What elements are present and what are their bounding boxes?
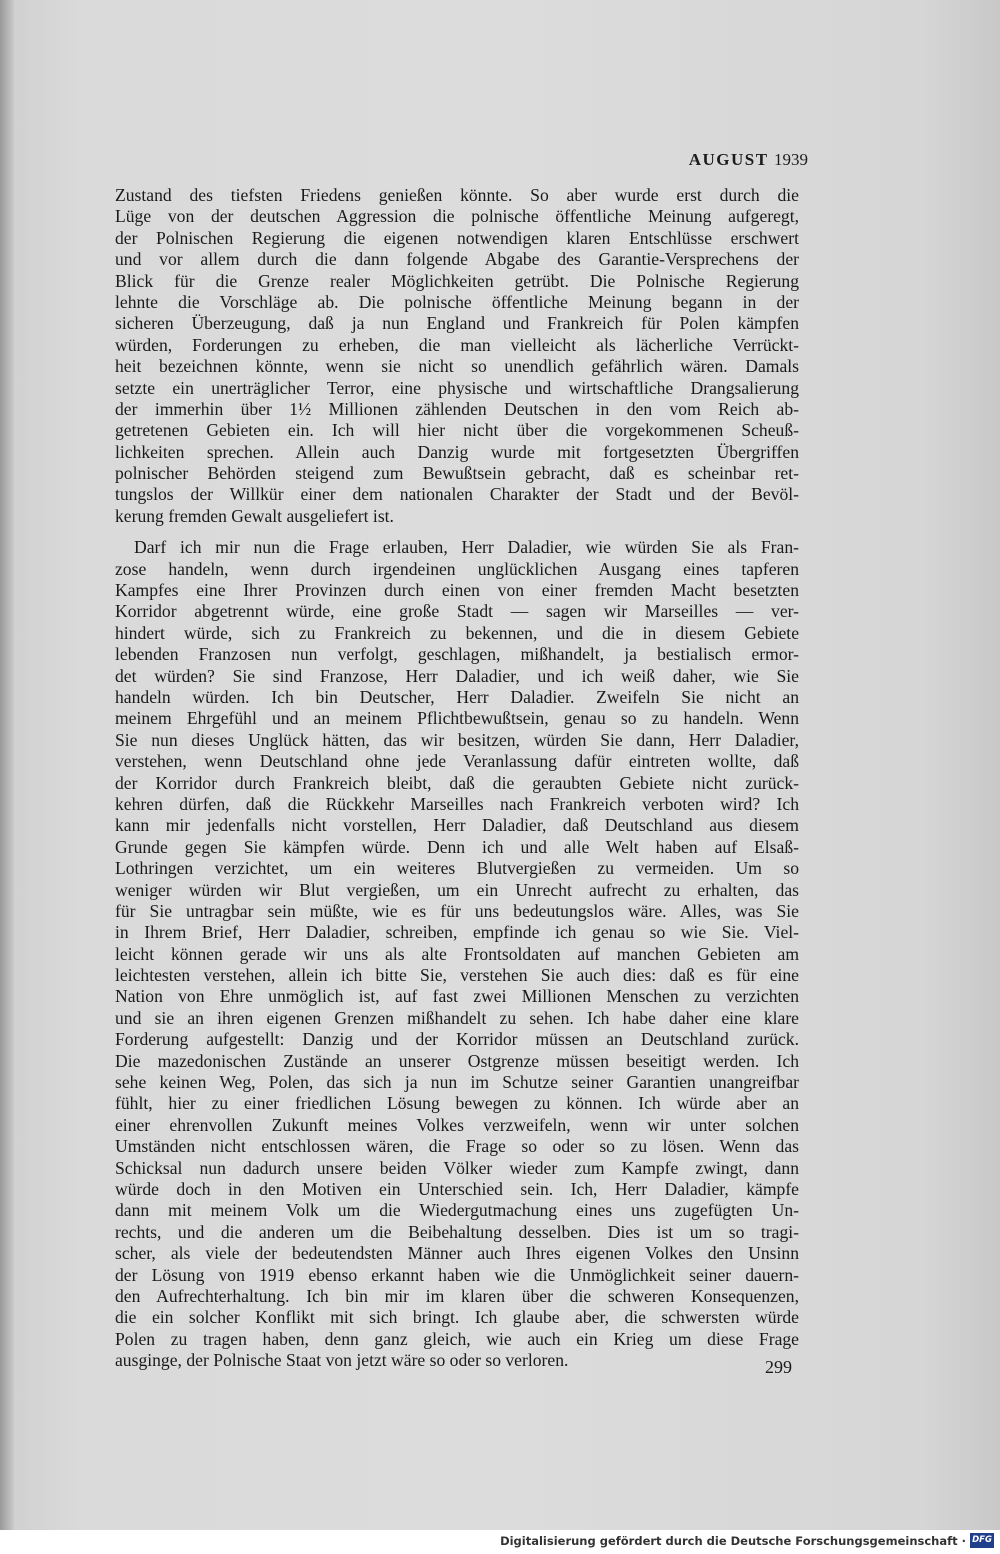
text-line: dann mit meinem Volk um die Wiedergutmachung eines uns zugefügten Un- bbox=[115, 1200, 799, 1221]
running-header bbox=[689, 150, 808, 170]
paragraph-gap bbox=[115, 527, 799, 537]
text-line: polnischer Behörden steigend zum Bewußtsein gebracht, daß es scheinbar ret- bbox=[115, 463, 799, 484]
text-line: würde doch in den Motiven ein Unterschied sein. Ich, Herr Daladier, kämpfe bbox=[115, 1178, 799, 1199]
text-line: Lothringen verzichtet, um ein weiteres Blutvergießen zu vermeiden. Um so bbox=[115, 858, 799, 879]
text-line: verstehen, wenn Deutschland ohne jede Veranlassung dafür eintreten wollte, daß bbox=[115, 751, 799, 772]
funding-credit: Digitalisierung gefördert durch die Deutsche Forschungsgemeinschaft · bbox=[500, 1534, 966, 1548]
text-line: Forderung aufgestellt: Danzig und der Korridor müssen an Deutschland zurück. bbox=[115, 1029, 799, 1050]
text-line: kehren dürfen, daß die Rückkehr Marseilles nach Frankreich verboten wird? Ich bbox=[115, 793, 799, 814]
text-line: Darf ich mir nun die Frage erlauben, Herr Daladier, wie würden Sie als Fran- bbox=[134, 537, 799, 558]
text-line: lebenden Franzosen nun verfolgt, geschlagen, mißhandelt, ja bestialisch ermor- bbox=[115, 644, 799, 665]
book-gutter-shadow bbox=[0, 0, 14, 1554]
text-line: Korridor abgetrennt würde, eine große Stadt — sagen wir Marseilles — ver- bbox=[115, 601, 799, 622]
text-line: rechts, und die anderen um die Beibehaltung desselben. Dies ist um so tragi- bbox=[115, 1221, 799, 1242]
text-line: leichtesten verstehen, allein ich bitte Sie, verstehen Sie auch dies: daß es für eine bbox=[115, 965, 799, 986]
dfg-logo: DFG bbox=[970, 1533, 994, 1548]
text-line: lehnte die Vorschläge ab. Die polnische öffentliche Meinung begann in der bbox=[115, 291, 799, 312]
text-line: der Korridor durch Frankreich bleibt, daß die geraubten Gebiete nicht zurück- bbox=[115, 772, 799, 793]
text-line: und vor allem durch die dann folgende Abgabe des Garantie-Versprechens der bbox=[115, 249, 799, 270]
text-line: meinem Ehrgefühl und an meinem Pflichtbewußtsein, genau so zu handeln. Wenn bbox=[115, 708, 799, 729]
text-line: kann mir jedenfalls nicht vorstellen, Herr Daladier, daß Deutschland aus diesem bbox=[115, 815, 799, 836]
text-line: den Aufrechterhaltung. Ich bin mir im klaren über die schweren Konsequenzen, bbox=[115, 1285, 799, 1306]
text-line: Kampfes eine Ihrer Provinzen durch einen von einer fremden Macht besetzten bbox=[115, 580, 799, 601]
running-year: 1939 bbox=[774, 150, 808, 169]
text-line: setzte ein unerträglicher Terror, eine physische und wirtschaftliche Drangsalierung bbox=[115, 377, 799, 398]
text-line: weniger würden wir Blut vergießen, um ein Unrecht aufrecht zu erhalten, das bbox=[115, 879, 799, 900]
text-line: ausginge, der Polnische Staat von jetzt wäre so oder so verloren. bbox=[115, 1350, 569, 1371]
paragraph bbox=[115, 537, 799, 1371]
digitization-footer bbox=[0, 1530, 1000, 1554]
text-line: Die mazedonischen Zustände an unserer Ostgrenze müssen beseitigt werden. Ich bbox=[115, 1050, 799, 1071]
text-line: der Lösung von 1919 ebenso erkannt haben wie die Unmöglichkeit seiner dauern- bbox=[115, 1264, 799, 1285]
text-line: tungslos der Willkür einer dem nationalen Charakter der Stadt und der Bevöl- bbox=[115, 484, 799, 505]
text-line: der Polnischen Regierung die eigenen notwendigen klaren Entschlüsse erschwert bbox=[115, 227, 799, 248]
text-line: die ein solcher Konflikt mit sich bringt. Ich glaube aber, die schwersten würde bbox=[115, 1307, 799, 1328]
text-line: det würden? Sie sind Franzose, Herr Daladier, und ich weiß daher, wie Sie bbox=[115, 665, 799, 686]
text-line: sehe keinen Weg, Polen, das sich ja nun im Schutze seiner Garantien unangreifbar bbox=[115, 1072, 799, 1093]
text-line: der immerhin über 1½ Millionen zählenden Deutschen in den vom Reich ab- bbox=[115, 398, 799, 419]
text-line: in Ihrem Brief, Herr Daladier, schreiben, empfinde ich genau so wie Sie. Viel- bbox=[115, 922, 799, 943]
text-line: sicheren Überzeugung, daß ja nun England und Frankreich für Polen kämpfen bbox=[115, 313, 799, 334]
text-line: Grunde gegen Sie kämpfen würde. Denn ich und alle Welt haben auf Elsaß- bbox=[115, 836, 799, 857]
text-line: einer ehrenvollen Zukunft meines Volkes verzweifeln, wenn wir unter solchen bbox=[115, 1114, 799, 1135]
text-line: heit bezeichnen könnte, wenn sie nicht so unendlich gefährlich wären. Damals bbox=[115, 356, 799, 377]
text-line: Sie nun dieses Unglück hätten, das wir besitzen, würden Sie dann, Herr Daladier, bbox=[115, 729, 799, 750]
text-line: würden, Forderungen zu erheben, die man vielleicht als lächerliche Verrückt- bbox=[115, 334, 799, 355]
text-line: Zustand des tiefsten Friedens genießen könnte. So aber wurde erst durch die bbox=[115, 185, 799, 205]
text-line: handeln würden. Ich bin Deutscher, Herr Daladier. Zweifeln Sie nicht an bbox=[115, 686, 799, 707]
paragraph bbox=[115, 185, 799, 527]
text-line: leicht können gerade wir uns als alte Frontsoldaten auf manchen Gebieten am bbox=[115, 943, 799, 964]
text-line: Polen zu tragen haben, denn ganz gleich, wie auch ein Krieg um diese Frage bbox=[115, 1328, 799, 1349]
running-title: AUGUST bbox=[688, 150, 769, 169]
text-line: Umständen nicht entschlossen wären, die Frage so oder so zu lösen. Wenn das bbox=[115, 1136, 799, 1157]
text-line: getretenen Gebieten ein. Ich will hier nicht über die vorgekommenen Scheuß- bbox=[115, 420, 799, 441]
text-line: Lüge von der deutschen Aggression die polnische öffentliche Meinung aufgeregt, bbox=[115, 206, 799, 227]
text-line: und sie an ihren eigenen Grenzen mißhandelt zu sehen. Ich habe daher eine klare bbox=[115, 1007, 799, 1028]
text-line: kerung fremden Gewalt ausgeliefert ist. bbox=[115, 505, 394, 526]
text-line: Blick für die Grenze realer Möglichkeiten getrübt. Die Polnische Regierung bbox=[115, 270, 799, 291]
text-line: scher, als viele der bedeutendsten Männer auch Ihres eigenen Volkes den Unsinn bbox=[115, 1243, 799, 1264]
text-line: Nation von Ehre unmöglich ist, auf fast zwei Millionen Menschen zu verzichten bbox=[115, 986, 799, 1007]
text-line: für Sie untragbar sein müßte, wie es für uns bedeutungslos wäre. Alles, was Sie bbox=[115, 900, 799, 921]
text-line: fühlt, hier zu einer friedlichen Lösung bewegen zu können. Ich würde aber an bbox=[115, 1093, 799, 1114]
text-line: hindert würde, sich zu Frankreich zu bekennen, und die in diesem Gebiete bbox=[115, 622, 799, 643]
page-number: 299 bbox=[765, 1357, 792, 1377]
text-line: lichkeiten sprechen. Allein auch Danzig wurde mit fortgesetzten Übergriffen bbox=[115, 441, 799, 462]
text-line: zose handeln, wenn durch irgendeinen unglücklichen Ausgang eines tapferen bbox=[115, 558, 799, 579]
text-line: Schicksal nun dadurch unsere beiden Völker wieder zum Kampfe zwingt, dann bbox=[115, 1157, 799, 1178]
body-text bbox=[115, 185, 799, 1371]
